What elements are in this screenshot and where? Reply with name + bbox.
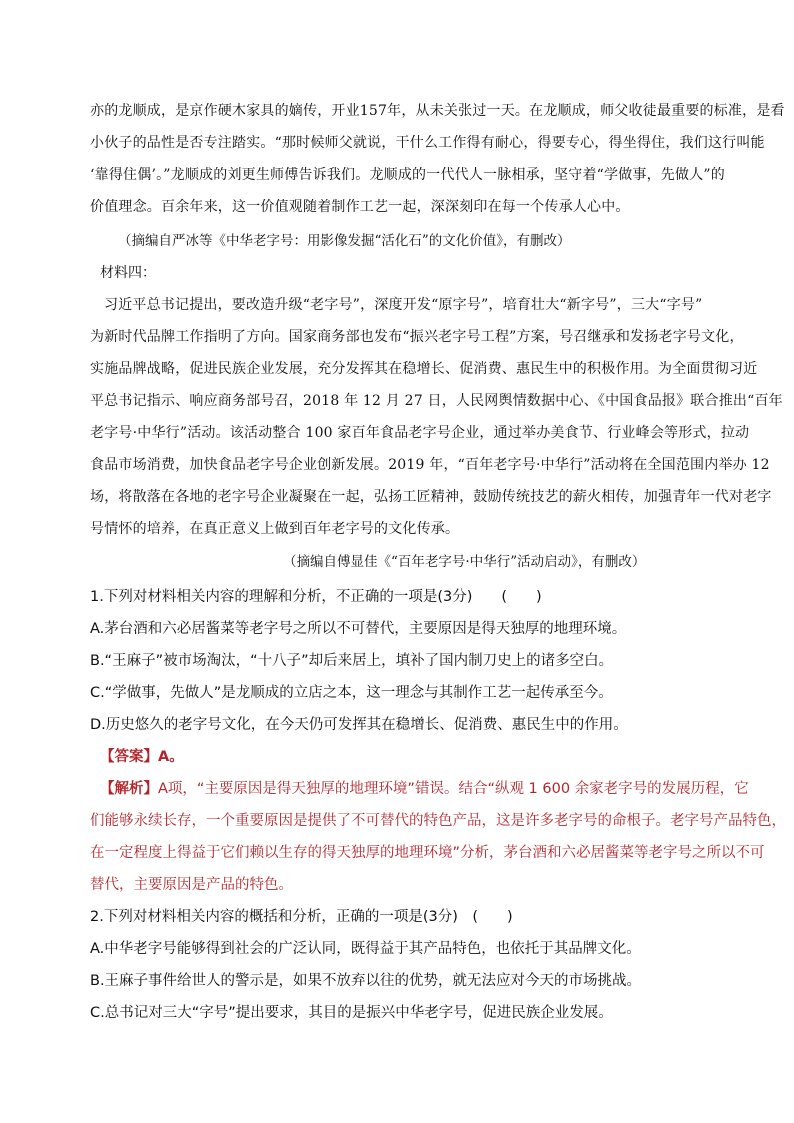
question-1-option-d: D.历史悠久的老字号文化，在今天仍可发挥其在稳增长、促消费、惠民生中的作用。: [90, 717, 628, 733]
question-1-analysis-line-1: [100, 777, 749, 798]
analysis-tag: 【解析】: [100, 781, 158, 797]
analysis-text: A项，“主要原因是得天独厚的地理环境”错误。结合“纵观 1 600 余家老字号的发展历程，它: [158, 781, 749, 797]
material4-line: 号情怀的培养，在真正意义上做到百年老字号的文化传承。: [90, 521, 460, 537]
question-1-option-a: A.茅台酒和六必居酱菜等老字号之所以不可替代，主要原因是得天独厚的地理环境。: [90, 621, 627, 637]
material3-line: ‘靠得住偶’。”龙顺成的刘更生师傅告诉我们。龙顺成的一代代人一脉相承，坚守着“学做事，先做人”的: [90, 167, 725, 183]
question-1-analysis-line: 们能够永续长存，一个重要原因是提供了不可替代的特色产品，这是许多老字号的命根子。老字号产品特色，: [90, 813, 786, 829]
question-2-option-b: B.王麻子事件给世人的警示是，如果不放弃以往的优势，就无法应对今天的市场挑战。: [90, 973, 642, 989]
material3-source: （摘编自严冰等《中华老字号：用影像发掘“活化石”的文化价值》，有删改）: [118, 233, 571, 249]
question-2-stem: 2.下列对材料相关内容的概括和分析，正确的一项是(3分) ( ): [90, 909, 513, 925]
question-1-analysis-line: 替代，主要原因是产品的特色。: [90, 877, 293, 893]
material3-line: 小伙子的品性是否专注踏实。“那时候师父就说，干什么工作得有耐心，得要专心，得坐得住，我们这行叫能: [90, 135, 765, 151]
material4-line: 平总书记指示、响应商务部号召，2018 年 12 月 27 日，人民网舆情数据中心、《中国食品报》联合推出“百年: [90, 393, 783, 409]
material4-line: 老字号·中华行”活动。该活动整合 100 家百年食品老字号企业，通过举办美食节、行业峰会等形式，拉动: [90, 425, 750, 441]
material4-line: 食品市场消费，加快食品老字号企业创新发展。2019 年，“百年老字号·中华行”活动将在全国范围内举办 12: [90, 457, 770, 473]
question-1-option-c: C.“学做事，先做人”是龙顺成的立店之本，这一理念与其制作工艺一起传承至今。: [90, 685, 613, 701]
material4-line: 为新时代品牌工作指明了方向。国家商务部也发布“振兴老字号工程”方案，号召继承和发扬老字号文化，: [90, 329, 744, 345]
question-1-answer: 【答案】A。: [100, 749, 184, 765]
material3-line: 价值理念。百余年来，这一价值观随着制作工艺一起，深深刻印在每一个传承人心中。: [90, 199, 630, 215]
material4-line: 习近平总书记提出，要改造升级“老字号”，深度开发“原字号”，培育壮大“新字号”，三大“字号”: [104, 297, 703, 313]
question-1-stem: 1.下列对材料相关内容的理解和分析，不正确的一项是(3分) ( ): [90, 589, 542, 605]
material4-line: 实施品牌战略，促进民族企业发展，充分发挥其在稳增长、促消费、惠民生中的积极作用。为全面贯彻习近: [90, 361, 758, 377]
question-1-option-b: B.“王麻子”被市场淘汰，“十八子”却后来居上，填补了国内制刀史上的诸多空白。: [90, 653, 614, 669]
material3-line: 亦的龙顺成，是京作硬木家具的嫡传，开业157年，从未关张过一天。在龙顺成，师父收徒最重要的标准，是看: [90, 103, 785, 119]
question-1-analysis-line: 在一定程度上得益于它们赖以生存的得天独厚的地理环境”分析，茅台酒和六必居酱菜等老字号之所以不可: [90, 845, 765, 861]
question-2-option-c: C.总书记对三大“字号”提出要求，其目的是振兴中华老字号，促进民族企业发展。: [90, 1005, 613, 1021]
question-2-option-a: A.中华老字号能够得到社会的广泛认同，既得益于其产品特色，也依托于其品牌文化。: [90, 941, 641, 957]
material4-line: 场，将散落在各地的老字号企业凝聚在一起，弘扬工匠精神，鼓励传统技艺的薪火相传，加强青年一代对老字: [90, 489, 772, 505]
material4-source: （摘编自傅显佳《“百年老字号·中华行”活动启动》，有删改）: [283, 554, 646, 570]
material4-label: 材料四：: [100, 265, 156, 281]
